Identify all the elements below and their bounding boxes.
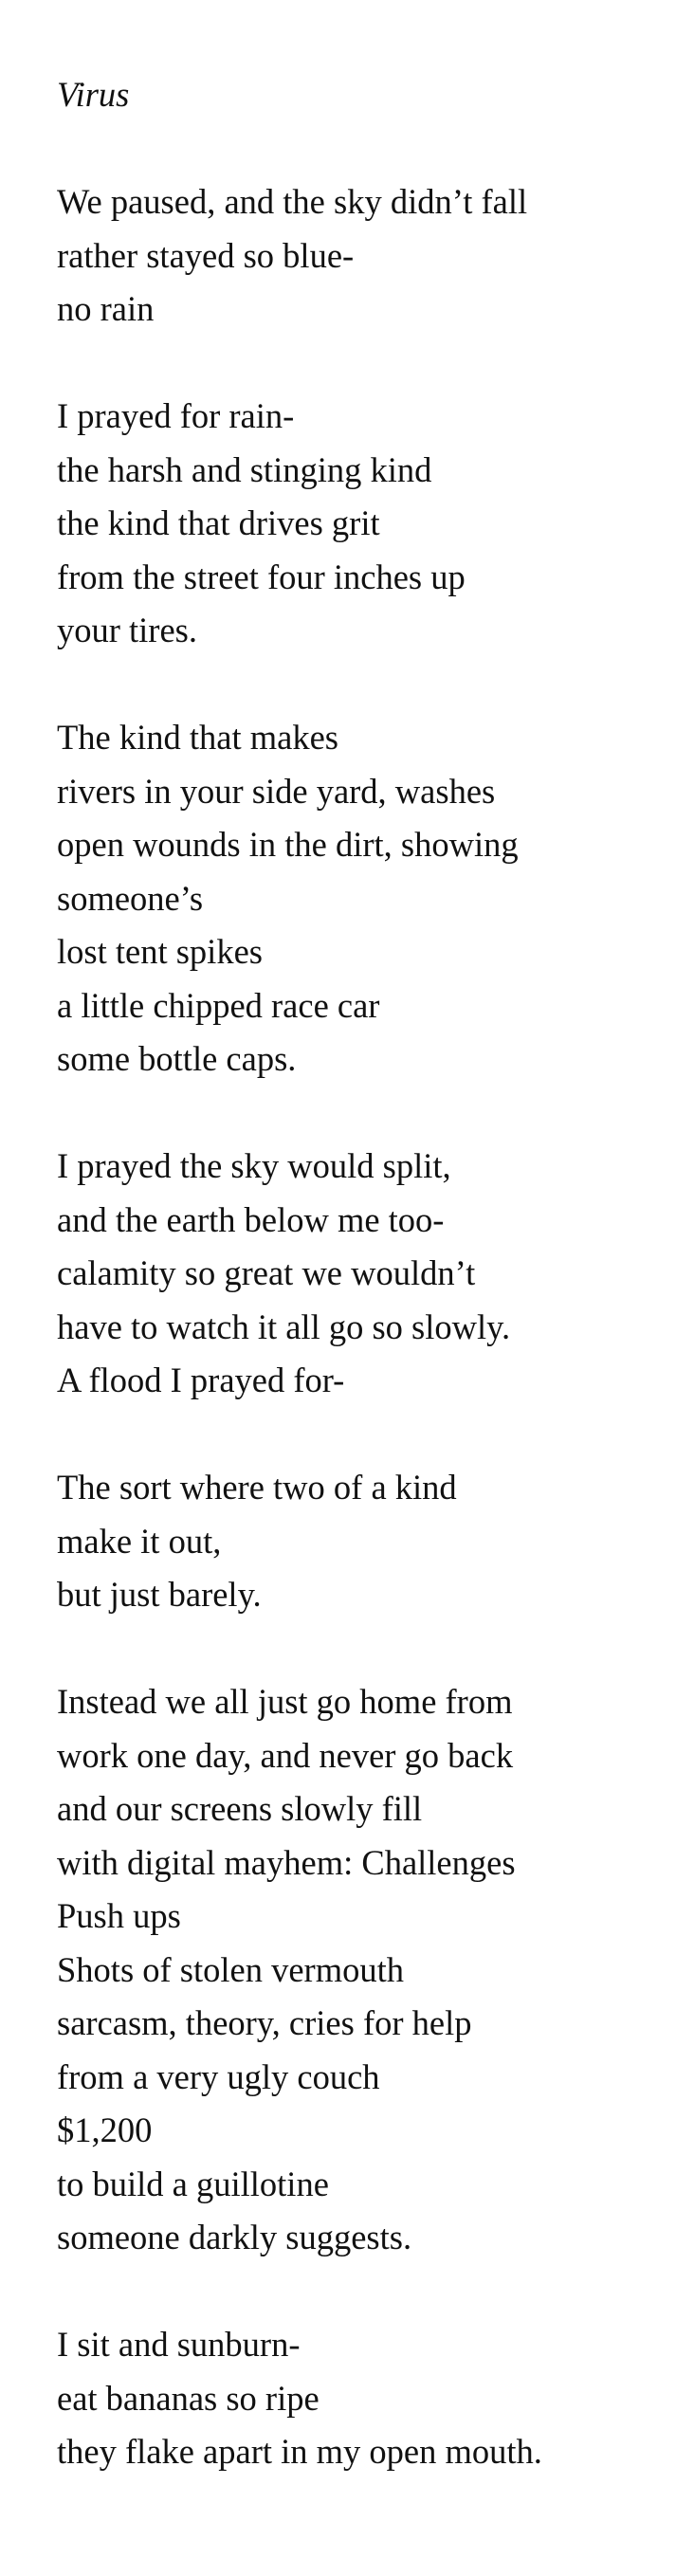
poem-line: Shots of stolen vermouth <box>57 1949 404 1989</box>
poem-line: I prayed the sky would split, <box>57 1146 451 1185</box>
poem-line: a little chipped race car <box>57 985 380 1025</box>
poem-line: rivers in your side yard, washes <box>57 771 496 811</box>
poem-line: no rain <box>57 289 155 328</box>
poem-line: work one day, and never go back <box>57 1735 514 1775</box>
poem-line: calamity so great we wouldn’t <box>57 1253 476 1292</box>
poem-line: they flake apart in my open mouth. <box>57 2432 542 2471</box>
stanza <box>57 1461 664 1622</box>
poem-page <box>57 68 664 2479</box>
poem-line: make it out, <box>57 1521 222 1561</box>
stanza <box>57 175 664 337</box>
poem-line: your tires. <box>57 611 197 649</box>
stanza <box>57 2318 664 2479</box>
poem-line: Instead we all just go home from <box>57 1682 513 1721</box>
poem-line: and the earth below me too- <box>57 1199 445 1239</box>
poem-line: eat bananas so ripe <box>57 2378 320 2418</box>
poem-line: Push ups <box>57 1896 181 1935</box>
poem-line: $1,200 <box>57 2110 153 2149</box>
stanza <box>57 390 664 658</box>
poem-line: to build a guillotine <box>57 2164 329 2203</box>
stanza <box>57 1675 664 2265</box>
poem-line: We paused, and the sky didn’t fall <box>57 182 528 221</box>
poem-title: Virus <box>57 75 130 114</box>
poem-line: A flood I prayed for- <box>57 1361 345 1399</box>
poem-body <box>57 175 664 2479</box>
poem-line: I sit and sunburn- <box>57 2325 301 2364</box>
stanza <box>57 711 664 1087</box>
poem-line: someone darkly suggests. <box>57 2218 412 2256</box>
poem-line: The sort where two of a kind <box>57 1468 457 1507</box>
poem-line: I prayed for rain- <box>57 396 295 435</box>
poem-line: rather stayed so blue- <box>57 235 355 275</box>
poem-line: with digital mayhem: Challenges <box>57 1842 516 1882</box>
poem-line: lost tent spikes <box>57 932 263 971</box>
poem-line: but just barely. <box>57 1575 262 1614</box>
poem-line: sarcasm, theory, cries for help <box>57 2003 472 2042</box>
poem-line: and our screens slowly fill <box>57 1789 423 1828</box>
poem-line: someone’s <box>57 878 204 918</box>
poem-line: open wounds in the dirt, showing <box>57 825 519 864</box>
poem-line: have to watch it all go so slowly. <box>57 1306 511 1346</box>
poem-line: The kind that makes <box>57 718 338 757</box>
poem-line: the kind that drives grit <box>57 503 380 542</box>
poem-line: the harsh and stinging kind <box>57 449 432 489</box>
poem-line: some bottle caps. <box>57 1039 297 1078</box>
stanza <box>57 1140 664 1408</box>
poem-line: from a very ugly couch <box>57 2056 380 2096</box>
poem-line: from the street four inches up <box>57 557 466 596</box>
